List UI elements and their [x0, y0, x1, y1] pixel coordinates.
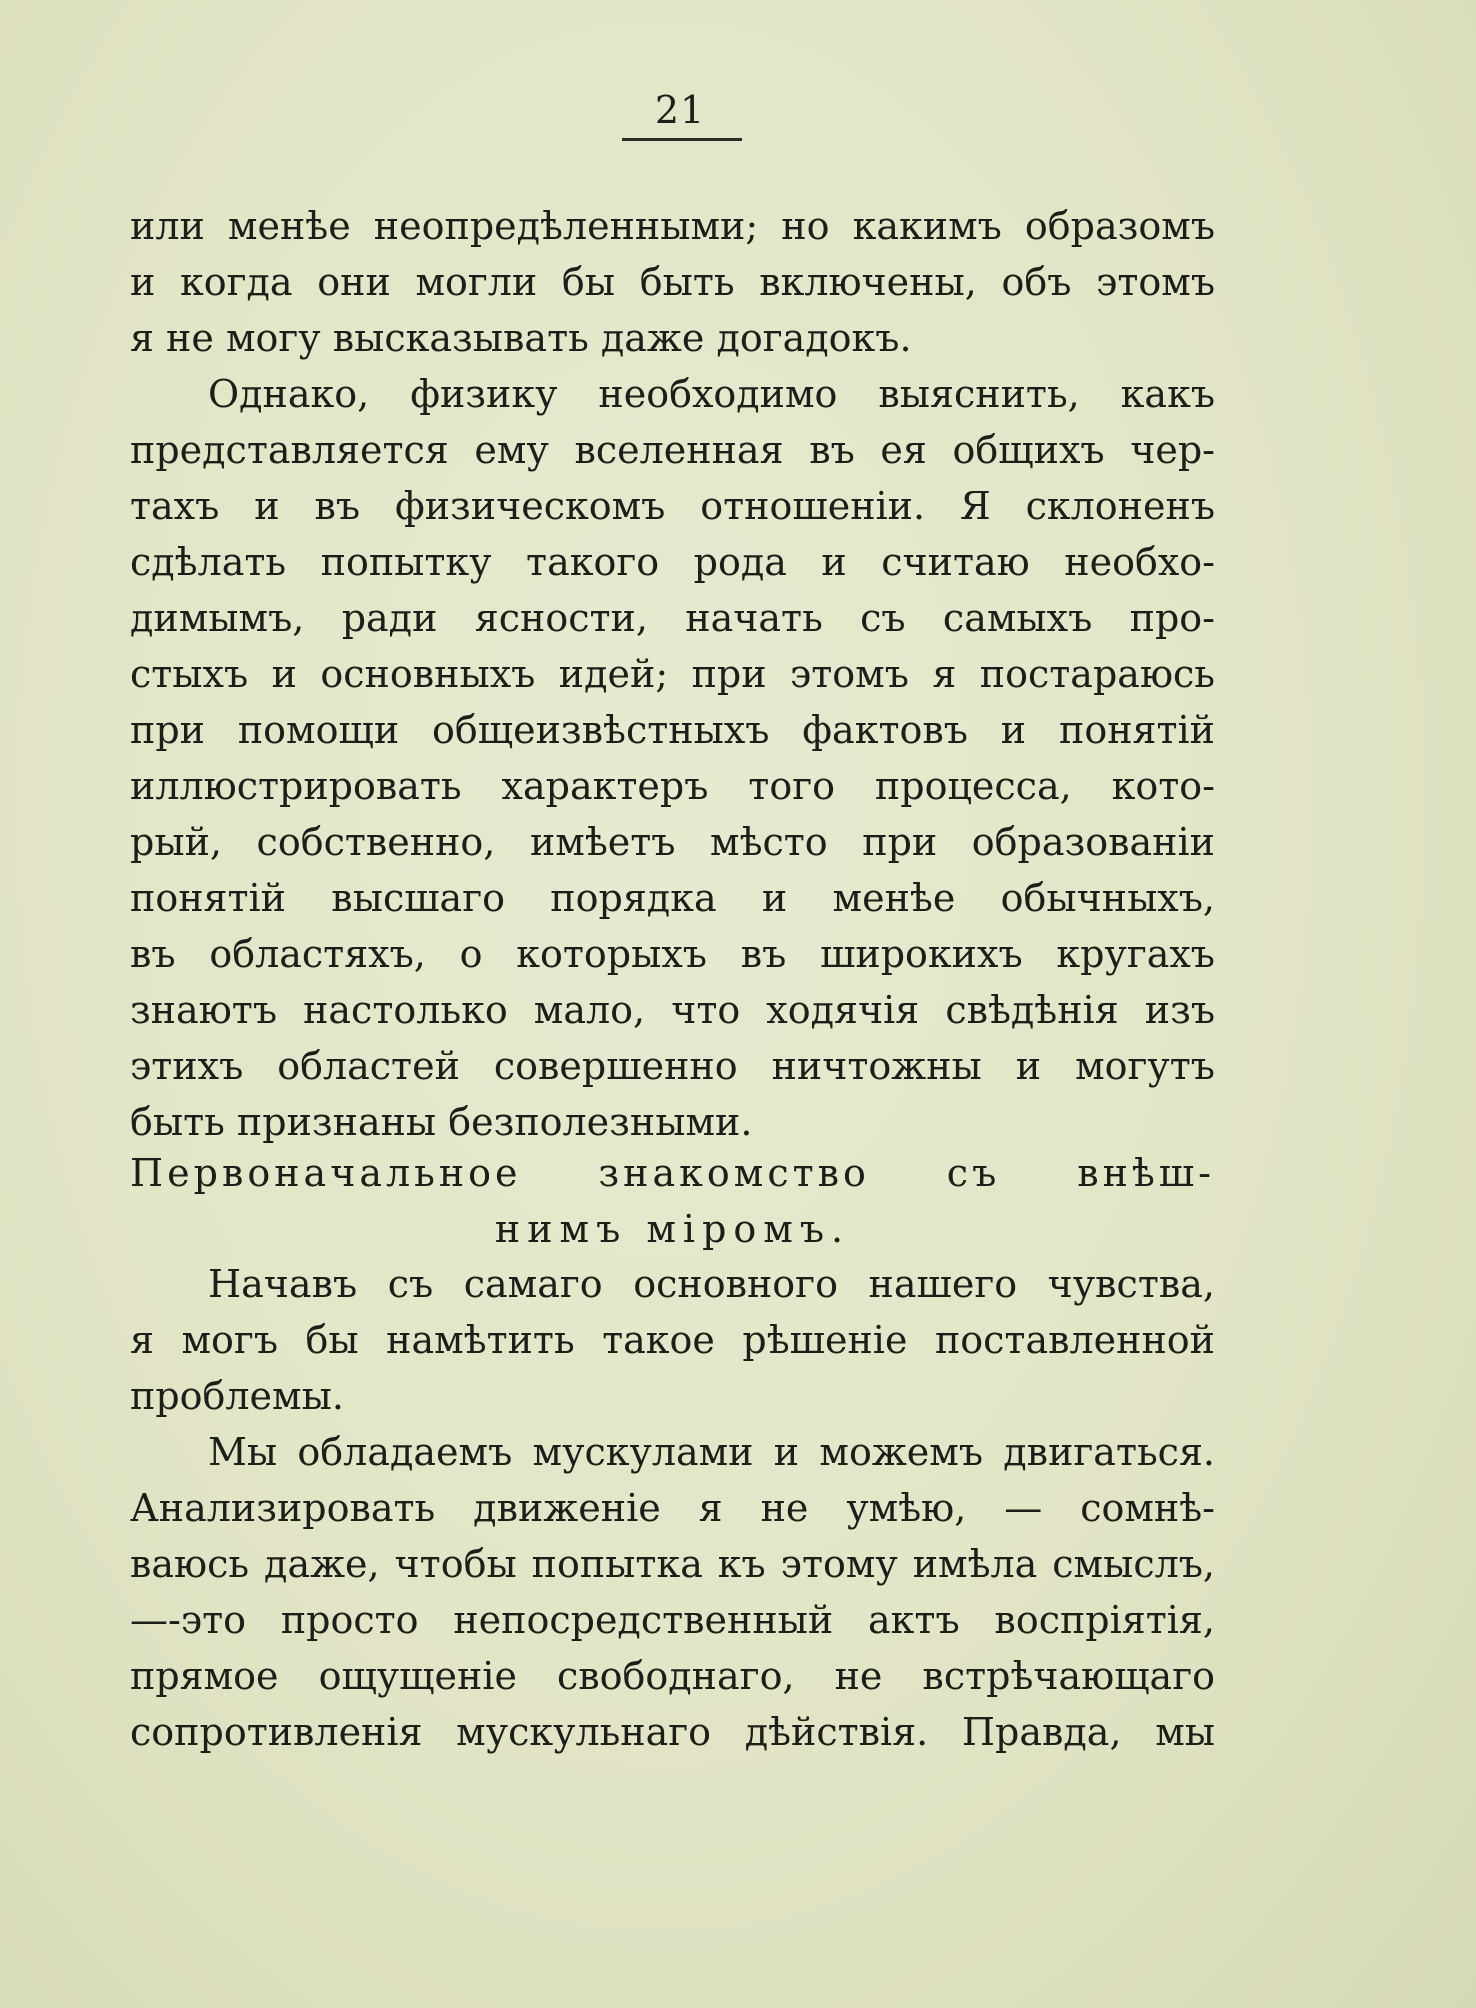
text-line: иллюстрировать характеръ того процесса, кото- [130, 764, 1215, 808]
text-line: стыхъ и основныхъ идей; при этомъ я постараюсь [130, 652, 1215, 696]
heading-line: нимъ мiромъ. [494, 1207, 851, 1251]
text-line: проблемы. [130, 1374, 344, 1418]
text-line: сдѣлать попытку такого рода и считаю необхо- [130, 540, 1215, 584]
text-line: или менѣе неопредѣленными; но какимъ образомъ [130, 204, 1215, 248]
text-line: сопротивленiя мускульнаго дѣйствiя. Правда, мы [130, 1710, 1215, 1754]
page-number-rule [622, 138, 742, 141]
text-line: знаютъ настолько мало, что ходячiя свѣдѣнiя изъ [130, 988, 1215, 1032]
text-line: ваюсь даже, чтобы попытка къ этому имѣла смыслъ, [130, 1542, 1215, 1586]
text-line: и когда они могли бы быть включены, объ этомъ [130, 260, 1215, 304]
section-heading [130, 1145, 1215, 1257]
heading-line: Первоначальное знакомство съ внѣш- [130, 1151, 1215, 1195]
text-line: въ областяхъ, о которыхъ въ широкихъ кругахъ [130, 932, 1215, 976]
text-line: рый, собственно, имѣетъ мѣсто при образованiи [130, 820, 1215, 864]
text-line: при помощи общеизвѣстныхъ фактовъ и понятiй [130, 708, 1215, 752]
text-line: быть признаны безполезными. [130, 1100, 753, 1144]
text-line: тахъ и въ физическомъ отношенiи. Я склоненъ [130, 484, 1215, 528]
text-line: понятiй высшаго порядка и менѣе обычныхъ, [130, 876, 1215, 920]
text-line: прямое ощущенiе свободнаго, не встрѣчающаго [130, 1654, 1215, 1698]
paragraph-physicist [130, 366, 1215, 1150]
text-line: —-это просто непосредственный актъ воспрiятiя, [130, 1598, 1215, 1642]
text-line: Начавъ съ самаго основного нашего чувства, [208, 1262, 1215, 1306]
text-line: Мы обладаемъ мускулами и можемъ двигаться. [208, 1430, 1215, 1474]
paragraph-continuation [130, 198, 1215, 366]
text-line: я могъ бы намѣтить такое рѣшенiе поставленной [130, 1318, 1215, 1362]
text-line: представляется ему вселенная въ ея общихъ чер- [130, 428, 1215, 472]
text-line: я не могу высказывать даже догадокъ. [130, 316, 912, 360]
paragraph-feeling [130, 1256, 1215, 1424]
text-line: димымъ, ради ясности, начать съ самыхъ про- [130, 596, 1215, 640]
page-number: 21 [654, 88, 706, 132]
text-line: этихъ областей совершенно ничтожны и могутъ [130, 1044, 1215, 1088]
text-line: Однако, физику необходимо выяснить, какъ [208, 372, 1215, 416]
paragraph-muscles [130, 1424, 1215, 1760]
text-line: Анализировать движенiе я не умѣю, — сомнѣ- [130, 1486, 1215, 1530]
